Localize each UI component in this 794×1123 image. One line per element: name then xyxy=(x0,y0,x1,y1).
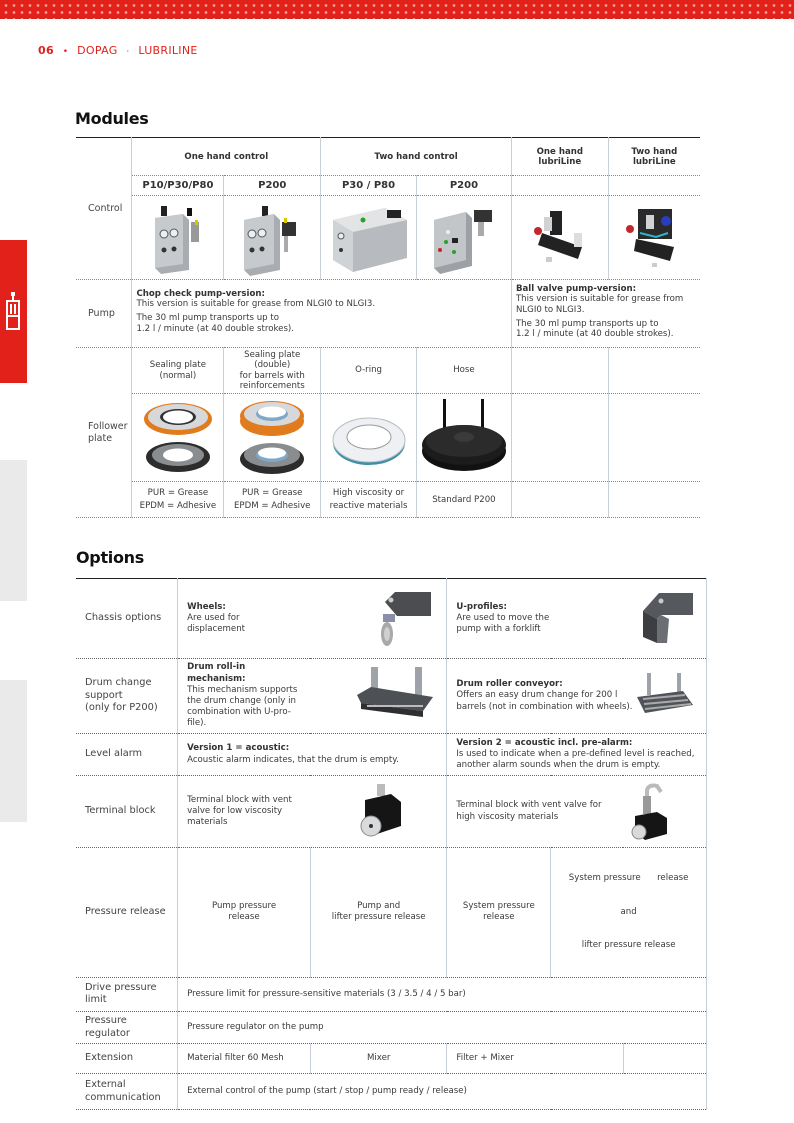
group-two-hand-control: Two hand control xyxy=(321,138,512,176)
type-name-line: Sealing plate xyxy=(149,360,206,371)
option-text: Terminal block with vent valve for low viscosity materials xyxy=(187,794,292,828)
option-title: Drum roller conveyor: xyxy=(456,679,563,690)
option-mixer: Mixer xyxy=(310,1044,446,1074)
option-drum-roller-conveyor xyxy=(447,659,707,734)
subhead-empty xyxy=(511,176,608,196)
option-text: lifter pressure release xyxy=(331,912,426,923)
option-level-alarm-v2 xyxy=(447,734,707,776)
follower-plate-image-cell xyxy=(416,394,511,482)
option-filter-mixer: Filter + Mixer xyxy=(447,1044,623,1074)
option-text: lifter pressure release xyxy=(581,940,676,951)
option-extension-empty xyxy=(623,1044,707,1074)
pump-version-chop-check xyxy=(132,280,511,348)
bullet-separator: • xyxy=(62,47,69,57)
empty-cell xyxy=(511,482,608,518)
option-wheels xyxy=(178,579,447,659)
pump-version-rate: 1.2 l / minute (at 40 double strokes). xyxy=(136,323,295,334)
subhead-p200: P200 xyxy=(224,176,321,196)
terminal-block-low-image xyxy=(353,782,413,842)
follower-plate-material xyxy=(132,482,224,518)
option-text: Terminal block with vent valve for high viscosity materials xyxy=(456,800,602,822)
pump-version-title: Ball valve pump-version: xyxy=(515,284,637,295)
follower-plate-image-cell xyxy=(132,394,224,482)
drum-roller-conveyor-image xyxy=(633,671,697,721)
option-terminal-block-low xyxy=(178,776,447,848)
options-table xyxy=(76,578,707,1110)
option-title: Drum roll-in mechanism: xyxy=(187,662,246,684)
control-image-cell xyxy=(321,196,417,280)
control-image-cell xyxy=(416,196,511,280)
pump-version-rate: 1.2 l / minute (at 40 double strokes). xyxy=(515,329,674,340)
option-text: Pump and xyxy=(357,901,401,912)
follower-plate-type-name xyxy=(132,348,224,394)
sealing-plate-normal-image xyxy=(138,397,218,479)
material-line: PUR = Grease xyxy=(147,488,209,499)
control-image-cell xyxy=(608,196,700,280)
pump-version-grease: This version is suitable for grease from NLGI0 to NLGI3. xyxy=(515,294,684,315)
option-text: release xyxy=(483,912,515,923)
row-label-pressure-release: Pressure release xyxy=(76,848,178,978)
option-external-communication: External control of the pump (start / stop / pump ready / release) xyxy=(178,1074,707,1110)
row-label-level-alarm: Level alarm xyxy=(76,734,178,776)
material-line: EPDM = Adhesive xyxy=(139,500,217,511)
row-label-line: External xyxy=(85,1079,126,1091)
o-ring-plate-image xyxy=(329,397,409,479)
option-text: System pressure release xyxy=(568,873,689,884)
cartridge-pump-icon xyxy=(6,292,20,330)
follower-plate-type-name: O-ring xyxy=(321,348,417,394)
pump-version-title: Chop check pump-version: xyxy=(136,289,265,300)
subhead-empty xyxy=(608,176,700,196)
follower-plate-material xyxy=(321,482,417,518)
subhead-p200-two-hand: P200 xyxy=(416,176,511,196)
control-image-cell xyxy=(224,196,321,280)
option-text: Pump pressure xyxy=(211,901,277,912)
follower-plate-material: Standard P200 xyxy=(416,482,511,518)
control-box-image xyxy=(329,200,409,276)
pump-version-ball-valve xyxy=(511,280,700,348)
option-system-pressure-release xyxy=(447,848,551,978)
row-label-extension: Extension xyxy=(76,1044,178,1074)
option-material-filter: Material filter 60 Mesh xyxy=(178,1044,311,1074)
control-box-image xyxy=(426,200,502,276)
row-label-line: plate xyxy=(88,432,113,444)
subhead-p10-p30-p80: P10/P30/P80 xyxy=(132,176,224,196)
option-text: Are used for xyxy=(187,612,240,623)
pump-version-transport: The 30 ml pump transports up to xyxy=(515,318,659,329)
group-two-hand-lubriline: Two hand lubriLine xyxy=(608,138,700,176)
option-system-lifter-pressure-release xyxy=(551,848,707,978)
subhead-p30-p80: P30 / P80 xyxy=(321,176,417,196)
option-level-alarm-v1 xyxy=(178,734,447,776)
row-label-line: (only for P200) xyxy=(85,702,158,714)
row-label-line: Follower xyxy=(88,421,128,433)
side-tab-2[interactable] xyxy=(0,460,27,601)
row-label-line: communication xyxy=(85,1091,161,1103)
row-label-chassis: Chassis options xyxy=(76,579,178,659)
group-one-hand-lubriline: One hand lubriLine xyxy=(511,138,608,176)
options-title: Options xyxy=(76,548,144,567)
type-name-line: reinforcements xyxy=(239,380,305,391)
empty-cell xyxy=(608,482,700,518)
row-label-control: Control xyxy=(76,138,132,280)
control-box-image xyxy=(143,200,213,276)
empty-cell xyxy=(608,394,700,482)
follower-plate-image-cell xyxy=(224,394,321,482)
terminal-block-high-image xyxy=(625,782,675,842)
side-tab-active[interactable] xyxy=(0,240,27,383)
type-name-line: Sealing plate (double) xyxy=(244,350,301,371)
option-pump-lifter-pressure-release xyxy=(310,848,446,978)
row-label-line: limit xyxy=(85,994,107,1006)
running-header xyxy=(38,44,198,57)
control-image-cell xyxy=(511,196,608,280)
drum-roll-in-image xyxy=(353,665,437,727)
control-box-image xyxy=(236,200,308,276)
pump-version-transport: The 30 ml pump transports up to xyxy=(136,313,279,324)
option-text: This mechanism supports the drum change (only in combination with U-pro-file). xyxy=(187,684,298,729)
pump-version-grease: This version is suitable for grease from NLGI0 to NLGI3. xyxy=(136,299,376,310)
option-u-profiles xyxy=(447,579,707,659)
modules-table xyxy=(76,137,700,518)
option-drive-pressure-limit: Pressure limit for pressure-sensitive materials (3 / 3.5 / 4 / 5 bar) xyxy=(178,977,707,1011)
row-label-follower-plate xyxy=(76,348,132,518)
type-name-line: for barrels with xyxy=(239,370,305,381)
empty-cell xyxy=(511,394,608,482)
wheel-caster-image xyxy=(375,590,437,648)
option-title: U-profiles: xyxy=(456,601,507,612)
follower-plate-material xyxy=(224,482,321,518)
valve-block-image xyxy=(616,203,692,273)
option-terminal-block-high xyxy=(447,776,707,848)
u-profile-image xyxy=(637,591,697,647)
material-line: PUR = Grease xyxy=(242,488,303,499)
row-label-external-communication xyxy=(76,1074,178,1110)
follower-plate-type-name xyxy=(224,348,321,394)
control-image-cell xyxy=(132,196,224,280)
option-text: pump with a forklift xyxy=(456,624,541,635)
option-pump-pressure-release xyxy=(178,848,311,978)
side-tab-3[interactable] xyxy=(0,680,27,822)
option-drum-roll-in xyxy=(178,659,447,734)
option-text: System pressure xyxy=(462,901,535,912)
option-title: Version 1 = acoustic: xyxy=(187,743,290,754)
brand-name: DOPAG xyxy=(77,44,118,57)
option-text: and xyxy=(620,906,637,917)
row-label-drive-pressure-limit xyxy=(76,977,178,1011)
row-label-line: Drive pressure xyxy=(85,981,157,993)
row-label-terminal-block: Terminal block xyxy=(76,776,178,848)
material-line: reactive materials xyxy=(329,500,408,511)
group-one-hand-control: One hand control xyxy=(132,138,321,176)
option-text: Is used to indicate when a pre-defined level is reached, another alarm sounds when the drum is empty. xyxy=(456,748,695,771)
hose-plate-image xyxy=(419,397,509,479)
page-number: 06 xyxy=(38,44,54,57)
follower-plate-image-cell xyxy=(321,394,417,482)
material-line: High viscosity or xyxy=(332,488,405,499)
row-label-pressure-regulator: Pressure regulator xyxy=(76,1011,178,1043)
row-label-line: Drum change xyxy=(85,676,152,688)
option-text: Offers an easy drum change for 200 l barrels (not in combination with wheels). xyxy=(456,690,633,712)
dot-separator: · xyxy=(126,47,130,57)
empty-cell xyxy=(511,348,608,394)
option-text: displacement xyxy=(187,624,246,635)
option-pressure-regulator: Pressure regulator on the pump xyxy=(178,1011,707,1043)
material-line: EPDM = Adhesive xyxy=(233,500,311,511)
top-decorative-band xyxy=(0,0,794,19)
row-label-pump: Pump xyxy=(76,280,132,348)
sealing-plate-double-image xyxy=(232,397,312,479)
option-text: release xyxy=(228,912,260,923)
option-title: Version 2 = acoustic incl. pre-alarm: xyxy=(456,737,633,748)
type-name-line: (normal) xyxy=(159,370,197,381)
follower-plate-type-name: Hose xyxy=(416,348,511,394)
option-title: Wheels: xyxy=(187,601,226,612)
row-label-drum-change xyxy=(76,659,178,734)
option-text: Acoustic alarm indicates, that the drum is empty. xyxy=(187,754,399,765)
modules-title: Modules xyxy=(75,109,149,128)
valve-block-image xyxy=(522,203,598,273)
row-label-line: support xyxy=(85,689,123,701)
option-text: Are used to move the xyxy=(456,612,550,623)
product-name: LUBRILINE xyxy=(138,44,198,57)
empty-cell xyxy=(608,348,700,394)
